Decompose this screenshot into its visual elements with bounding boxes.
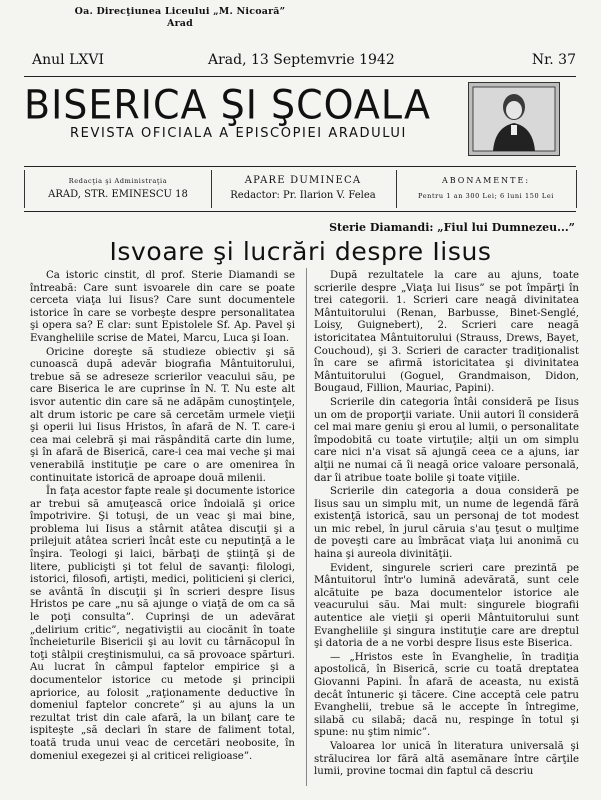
admin-address: ARAD, STR. EMINESCU 18 <box>48 189 188 200</box>
article-right-column <box>314 270 579 779</box>
article-headline: Isvoare şi lucrări despre Iisus <box>109 237 492 266</box>
paragraph: Scrierile din categoria a doua consideră pe Iisus sau un simplu mit, un nume de legendă fără existenţă istorică, sau un personaj de tot modest un mic rebel, în jurul căruia s'au ţesut o mulţime de poveşti care au îmbrăcat viaţa lui anonimă cu haina şi aureola divinităţii. <box>314 486 579 561</box>
paragraph: După rezultatele la care au ajuns, toate scrierile despre „Viaţa lui Iisus” se pot împărţi în trei categorii. 1. Scrieri care neagă divinitatea Mântuitorului (Renan, Barbusse, Binet-Senglé, Loisy, Guignebert), 2. Scrieri care neagă istoricitatea Mântuitorului (Strauss, Drews, Bayet, Couchoud), şi 3. Scrieri de caracter tradiţionalist în care se afirmă istoricitatea şi divinitatea Mântuitorului (Goguel, Grandmaison, Didon, Bougaud, Fillion, Mauriac, Papini). <box>314 270 579 395</box>
publication-box <box>210 170 397 208</box>
library-stamp <box>60 6 300 30</box>
article-left-column <box>30 270 295 763</box>
masthead-subtitle: REVISTA OFICIALA A EPISCOPIEI ARADULUI <box>70 126 407 141</box>
stamp-line-2: Arad <box>167 18 193 29</box>
paragraph: Evident, singurele scrieri care prezintă pe Mântuitorul într'o lumină adevărată, sunt cele alcătuite pe baza documentelor istorice ale veacurului său. Mai mult: singurele biografii autentice ale vieţii şi operii Mântuitorului sunt Evangheliile şi singura instituţie care are dreptul şi datoria de a ne vorbi despre Iisus este Biserica. <box>314 562 579 650</box>
issue-place-date: Arad, 13 Septemvrie 1942 <box>208 52 395 68</box>
info-bottom-rule <box>24 211 576 212</box>
paragraph: Ca istoric cinstit, dl prof. Sterie Diamandi se întreabă: Care sunt isvoarele din care se poate cerceta viaţa lui Iisus? Care sunt documentele istorice în care se vorbeşte despre personalitatea şi opera sa? E clar: sunt Epistolele Sf. Ap. Pavel şi Evangheliile scrise de Matei, Marcu, Luca şi Ioan. <box>30 270 295 344</box>
masthead-title: BISERICA ŞI ŞCOALA <box>24 81 431 129</box>
admin-label: Redacţia şi Administraţia <box>68 177 168 185</box>
admin-box <box>24 170 212 208</box>
subscription-prices: Pentru 1 an 300 Lei; 6 luni 150 Lei <box>418 192 554 200</box>
bishop-portrait <box>468 82 560 156</box>
paragraph: Scrierile din categoria întâi consideră pe Iisus un om de proporţii variate. Unii autori îl consideră cel mai mare geniu şi erou al lumii, o personalitate împodobită cu toate virtuţile; alţii un om simplu care nici n'a visat să ajungă ceea ce a ajuns, iar alţii ne numai că îi neagă orice valoare personală, dar îi atribue toate bolile şi toate viţiile. <box>314 396 579 484</box>
paragraph: — „Hristos este în Evanghelie, în tradiţia apostolică, în Biserică, scrie cu toată dreptatea Giovanni Papini. În afară de aceasta, nu există decât întuneric şi tăcere. Cine acceptă cele patru Evanghelii, trebue să le accepte în întregime, silabă cu silabă; dacă nu, respinge în totul şi spune: nu ştim nimic”. <box>314 651 579 739</box>
paragraph: Valoarea lor unică în literatura universală şi strălucirea lor fără altă asemănare între cărţile lumii, provine tocmai din faptul că descriu <box>314 740 579 778</box>
paragraph: Oricine doreşte să studieze obiectiv şi să cunoască după adevăr biografia Mântuitorului, trebue să se adreseze scrierilor veacului său, pe care Biserica le are cuprinse în N. T. Nu este alt isvor autentic din care să ne adăpăm cunoştinţele, alt drum istoric pe care să cercetăm urmele vieţii şi operii lui Iisus Hristos, în afară de N. T. care-i cea mai celebră şi mai răspândită carte din lume, şi în afară de Biserică, care-i cea mai veche şi mai venerabilă instituţie pe care o are omenirea în continuitate istorică de aproape două milenii. <box>30 346 295 484</box>
publication-editor: Redactor: Pr. Ilarion V. Felea <box>230 190 376 201</box>
article-byline: Sterie Diamandi: „Fiul lui Dumnezeu...” <box>329 221 575 234</box>
issue-number: Nr. 37 <box>531 52 576 68</box>
subscription-box <box>396 170 577 208</box>
issue-info-row <box>28 52 576 72</box>
column-divider <box>306 268 307 786</box>
paragraph: În faţa acestor fapte reale şi documente istorice ar trebui să amuţească orice îndoială şi orice împotrivire. Şi totuşi, de un veac şi mai bine, problema lui Iisus a stârnit atâtea discuţii şi a prilejuit atâtea scrieri încât este cu neputinţă a le înşira. Teologi şi laici, bărbaţi de ştiinţă şi de litere, publicişti şi tot felul de savanţi: filologi, istorici, filosofi, artişti, medici, politicieni şi clerici, se avântă în discuţii şi în scrieri despre Iisus Hristos pe care „nu să ajunge o viaţă de om ca să le poţi consulta”. Cuprinşi de un adevărat „delirium critic”, negativiştii au ciocănit în toate încheieturile Bisericii şi au lovit cu târnăcopul în toţi stâlpii creştinismului, ca să provoace spărturi. Au lucrat în câmpul faptelor empirice şi a documentelor istorice cu metode şi principii apriorice, au folosit „raţionamente deductive în domeniul faptelor concrete” şi au ajuns la un rezultat trist din cale afară, la un bilanţ care te ispiteşte „să declari în stare de faliment total, toată truda unui veac de cercetări neobosite, în domeniul exegezei şi al criticei religioase”. <box>30 486 295 762</box>
stamp-line-1: Oa. Direcţiunea Liceului „M. Nicoară” <box>74 6 286 17</box>
publication-frequency: APARE DUMINECA <box>244 175 362 186</box>
info-top-rule <box>24 166 576 167</box>
issue-year: Anul LXVI <box>32 52 104 68</box>
masthead-top-rule <box>24 76 576 77</box>
subscription-label: ABONAMENTE: <box>441 176 531 185</box>
